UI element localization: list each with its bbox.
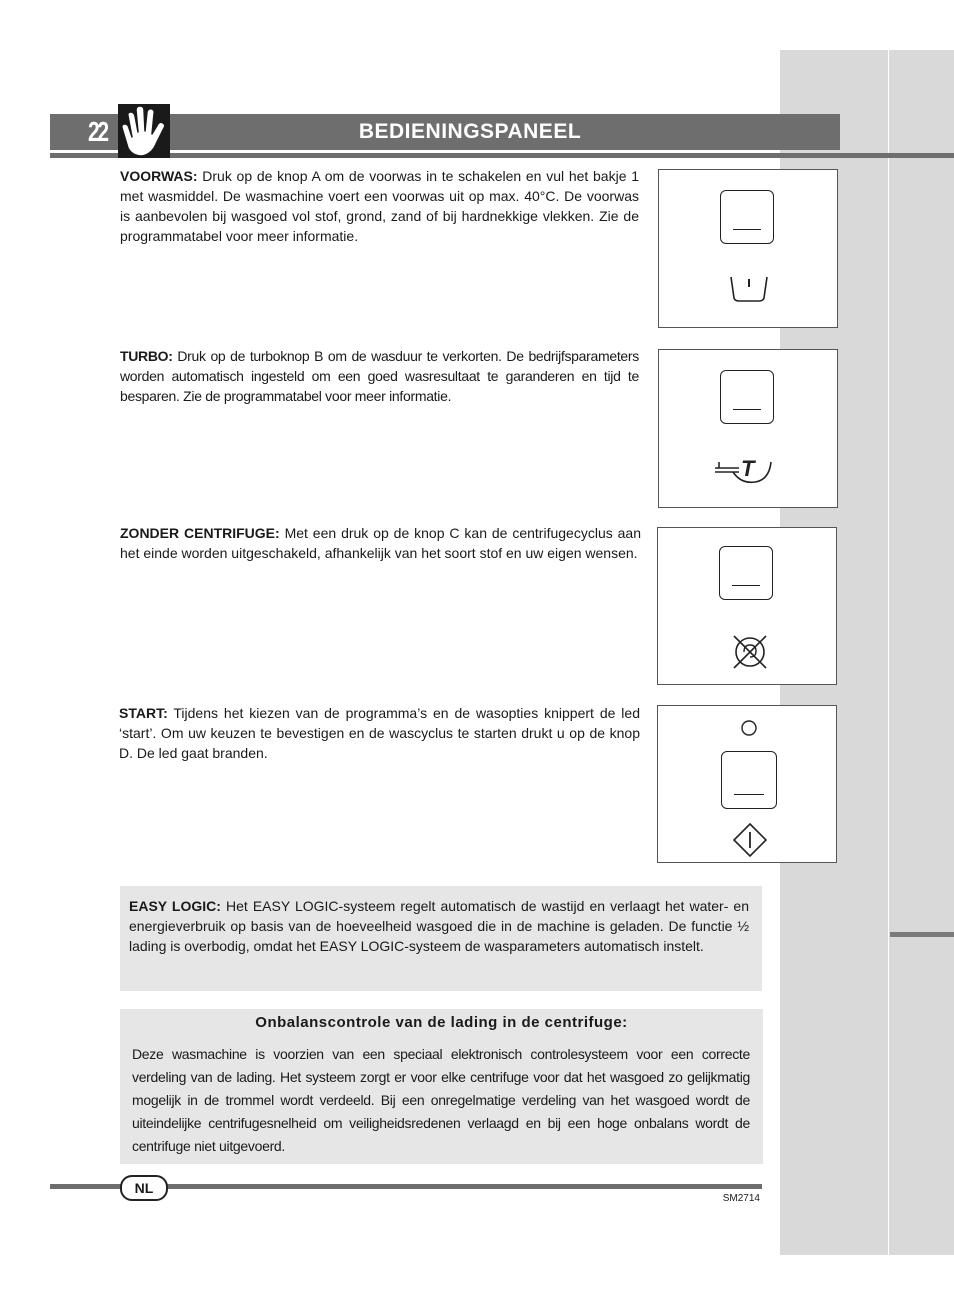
start-text: Tijdens het kiezen van de programma’s en de wasopties knippert de led ‘start’. Om uw keuzen te bevestigen en de wascyclus te starten drukt u op de knop D. De led gaat branden. — [119, 705, 640, 761]
prewash-panel — [658, 169, 838, 328]
no-spin-description — [120, 523, 641, 563]
balance-text: Deze wasmachine is voorzien van een speciaal elektronisch controlesysteem voor een correcte verdeling van de lading. Het systeem zorgt er voor elke centrifuge voor dat het wasgoed zo gelijkmatig mogelijk in de trommel wordt verdeeld. Bij een onregelmatige verdeling van het wasgoed wordt de uiteindelijke centrifugesnelheid om veiligheidsredenen verlaagd en bij een hoge onbalans wordt de centrifuge niet uitgevoerd. — [132, 1046, 750, 1154]
balance-box — [120, 1009, 763, 1164]
button-a[interactable] — [720, 190, 774, 244]
prewash-text: Druk op de knop A om de voorwas in te schakelen en vul het bakje 1 met wasmiddel. De wasmachine voert een voorwas uit op max. 40°C. De voorwas is aanbevolen bij wasgoed vol stof, grond, zand of bij hardnekkige vlekken. Zie de programmatabel voor meer informatie. — [120, 168, 639, 244]
prewash-lead: VOORWAS: — [120, 168, 198, 184]
easy-logic-box — [120, 886, 762, 991]
turbo-lead: TURBO: — [120, 348, 173, 364]
button-c[interactable] — [719, 546, 773, 600]
turbo-panel — [658, 349, 838, 508]
start-lead: START: — [119, 705, 168, 721]
no-spin-lead: ZONDER CENTRIFUGE: — [120, 525, 280, 541]
prewash-icon — [727, 274, 771, 304]
button-b[interactable] — [720, 370, 774, 424]
easy-logic-description — [129, 896, 749, 956]
svg-text:T: T — [741, 456, 755, 481]
page-number: 22 — [88, 116, 107, 147]
no-spin-text: Met een druk op de knop C kan de centrifugecyclus aan het einde worden uitgeschakeld, afhankelijk van het soort stof en uw eigen wensen. — [120, 525, 641, 561]
header-underline — [50, 153, 954, 158]
hand-icon — [118, 104, 170, 158]
easy-logic-text: Het EASY LOGIC-systeem regelt automatisch de wastijd en verlaagt het water- en energieverbruik op basis van de hoeveelheid wasgoed die in de machine is geladen. De functie ½ lading is overbodig, omdat het EASY LOGIC-systeem de wasparameters automatisch instelt. — [129, 898, 749, 954]
start-led-icon — [740, 719, 758, 737]
document-code: SM2714 — [722, 1193, 760, 1204]
turbo-description — [120, 346, 639, 406]
prewash-description — [120, 166, 639, 246]
language-badge: NL — [120, 1175, 168, 1201]
page-title: BEDIENINGSPANEEL — [358, 120, 582, 143]
button-d[interactable] — [721, 751, 777, 809]
turbo-icon — [713, 452, 777, 486]
no-spin-icon — [730, 632, 770, 672]
no-spin-panel — [657, 527, 837, 685]
start-description — [119, 703, 640, 763]
turbo-text: Druk op de turboknop B om de wasduur te verkorten. De bedrijfsparameters worden automatisch ingesteld om een goed wasresultaat te garanderen en tijd te besparen. Zie de programmatabel voor meer informatie. — [120, 348, 639, 404]
start-panel — [657, 705, 837, 863]
side-tab-marker — [890, 932, 954, 937]
start-icon — [732, 822, 768, 858]
balance-heading: Onbalanscontrole van de lading in de centrifuge: — [255, 1014, 628, 1031]
side-divider — [888, 50, 889, 1255]
easy-logic-lead: EASY LOGIC: — [129, 898, 221, 914]
